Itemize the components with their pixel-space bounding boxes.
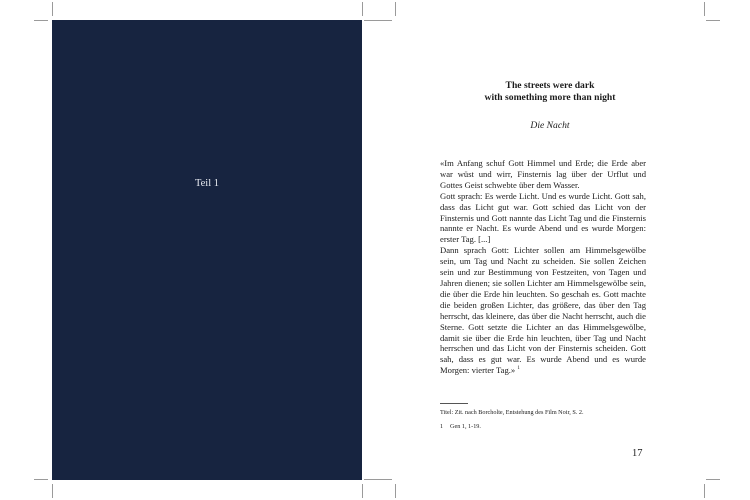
part-label: Teil 1	[194, 178, 220, 189]
crop-mark	[362, 484, 363, 498]
motto-line: with something more than night	[484, 92, 616, 103]
crop-mark	[34, 20, 48, 21]
crop-mark	[395, 484, 396, 498]
part-cover-page	[52, 20, 362, 480]
crop-mark	[52, 484, 53, 498]
paragraph	[440, 245, 646, 376]
paragraph: Gott sprach: Es werde Licht. Und es wurde Licht. Gott sah, dass das Licht gut war. Gott schied das Licht von der Finsternis und Gott nannte das Licht Tag und die Finsternis nannte er Nacht. Es wurde Abend und es wurde Morgen: erster Tag. [...]	[440, 190, 646, 245]
chapter-title: Die Nacht	[530, 120, 570, 131]
footnote	[440, 423, 660, 431]
crop-mark	[364, 479, 378, 480]
crop-mark	[34, 479, 48, 480]
crop-mark	[378, 479, 392, 480]
footnote-marker: 1	[517, 366, 520, 372]
footnote-text: Gen 1, 1-19.	[450, 423, 481, 430]
motto-line: The streets were dark	[505, 80, 595, 91]
crop-mark	[52, 2, 53, 16]
footnote-divider	[440, 403, 468, 404]
text-page	[395, 20, 705, 480]
crop-mark	[364, 20, 378, 21]
footnote-number: 1	[440, 423, 444, 430]
crop-mark	[704, 484, 705, 498]
crop-mark	[378, 20, 392, 21]
crop-mark	[704, 2, 705, 16]
body-text	[440, 158, 646, 376]
crop-mark	[362, 2, 363, 16]
chapter-motto	[395, 80, 705, 104]
paragraph-text: Dann sprach Gott: Lichter sollen am Himmelsgewölbe sein, um Tag und Nacht zu scheiden. Sie sollen Zeichen sein und zur Bestimmung von Festzeiten, von Tagen und Jahren dienen; sie sollen Lichter am Himmelsgewölbe sein, die über die Erde hin leuchten. So geschah es. Gott machte die beiden großen Lichter, das größere, das über den Tag herrscht, das kleinere, das über die Nacht herrscht, auch die Sterne. Gott setzte die Lichter an das Himmelsgewölbe, damit sie über die Erde hin leuchten, über Tag und Nacht herrschen und das Licht von der Finsternis scheiden. Gott sah, dass es gut war. Es wurde Abend und es wurde Morgen: vierter Tag.»	[440, 245, 646, 376]
paragraph: «Im Anfang schuf Gott Himmel und Erde; die Erde aber war wüst und wirr, Finsternis lag über der Urflut und Gottes Geist schwebte über dem Wasser.	[440, 158, 646, 190]
page-number: 17	[632, 448, 643, 459]
crop-mark	[706, 479, 720, 480]
crop-mark	[395, 2, 396, 16]
source-note: Titel: Zit. nach Borcholte, Entstehung des Film Noir, S. 2.	[440, 409, 584, 416]
crop-mark	[706, 20, 720, 21]
